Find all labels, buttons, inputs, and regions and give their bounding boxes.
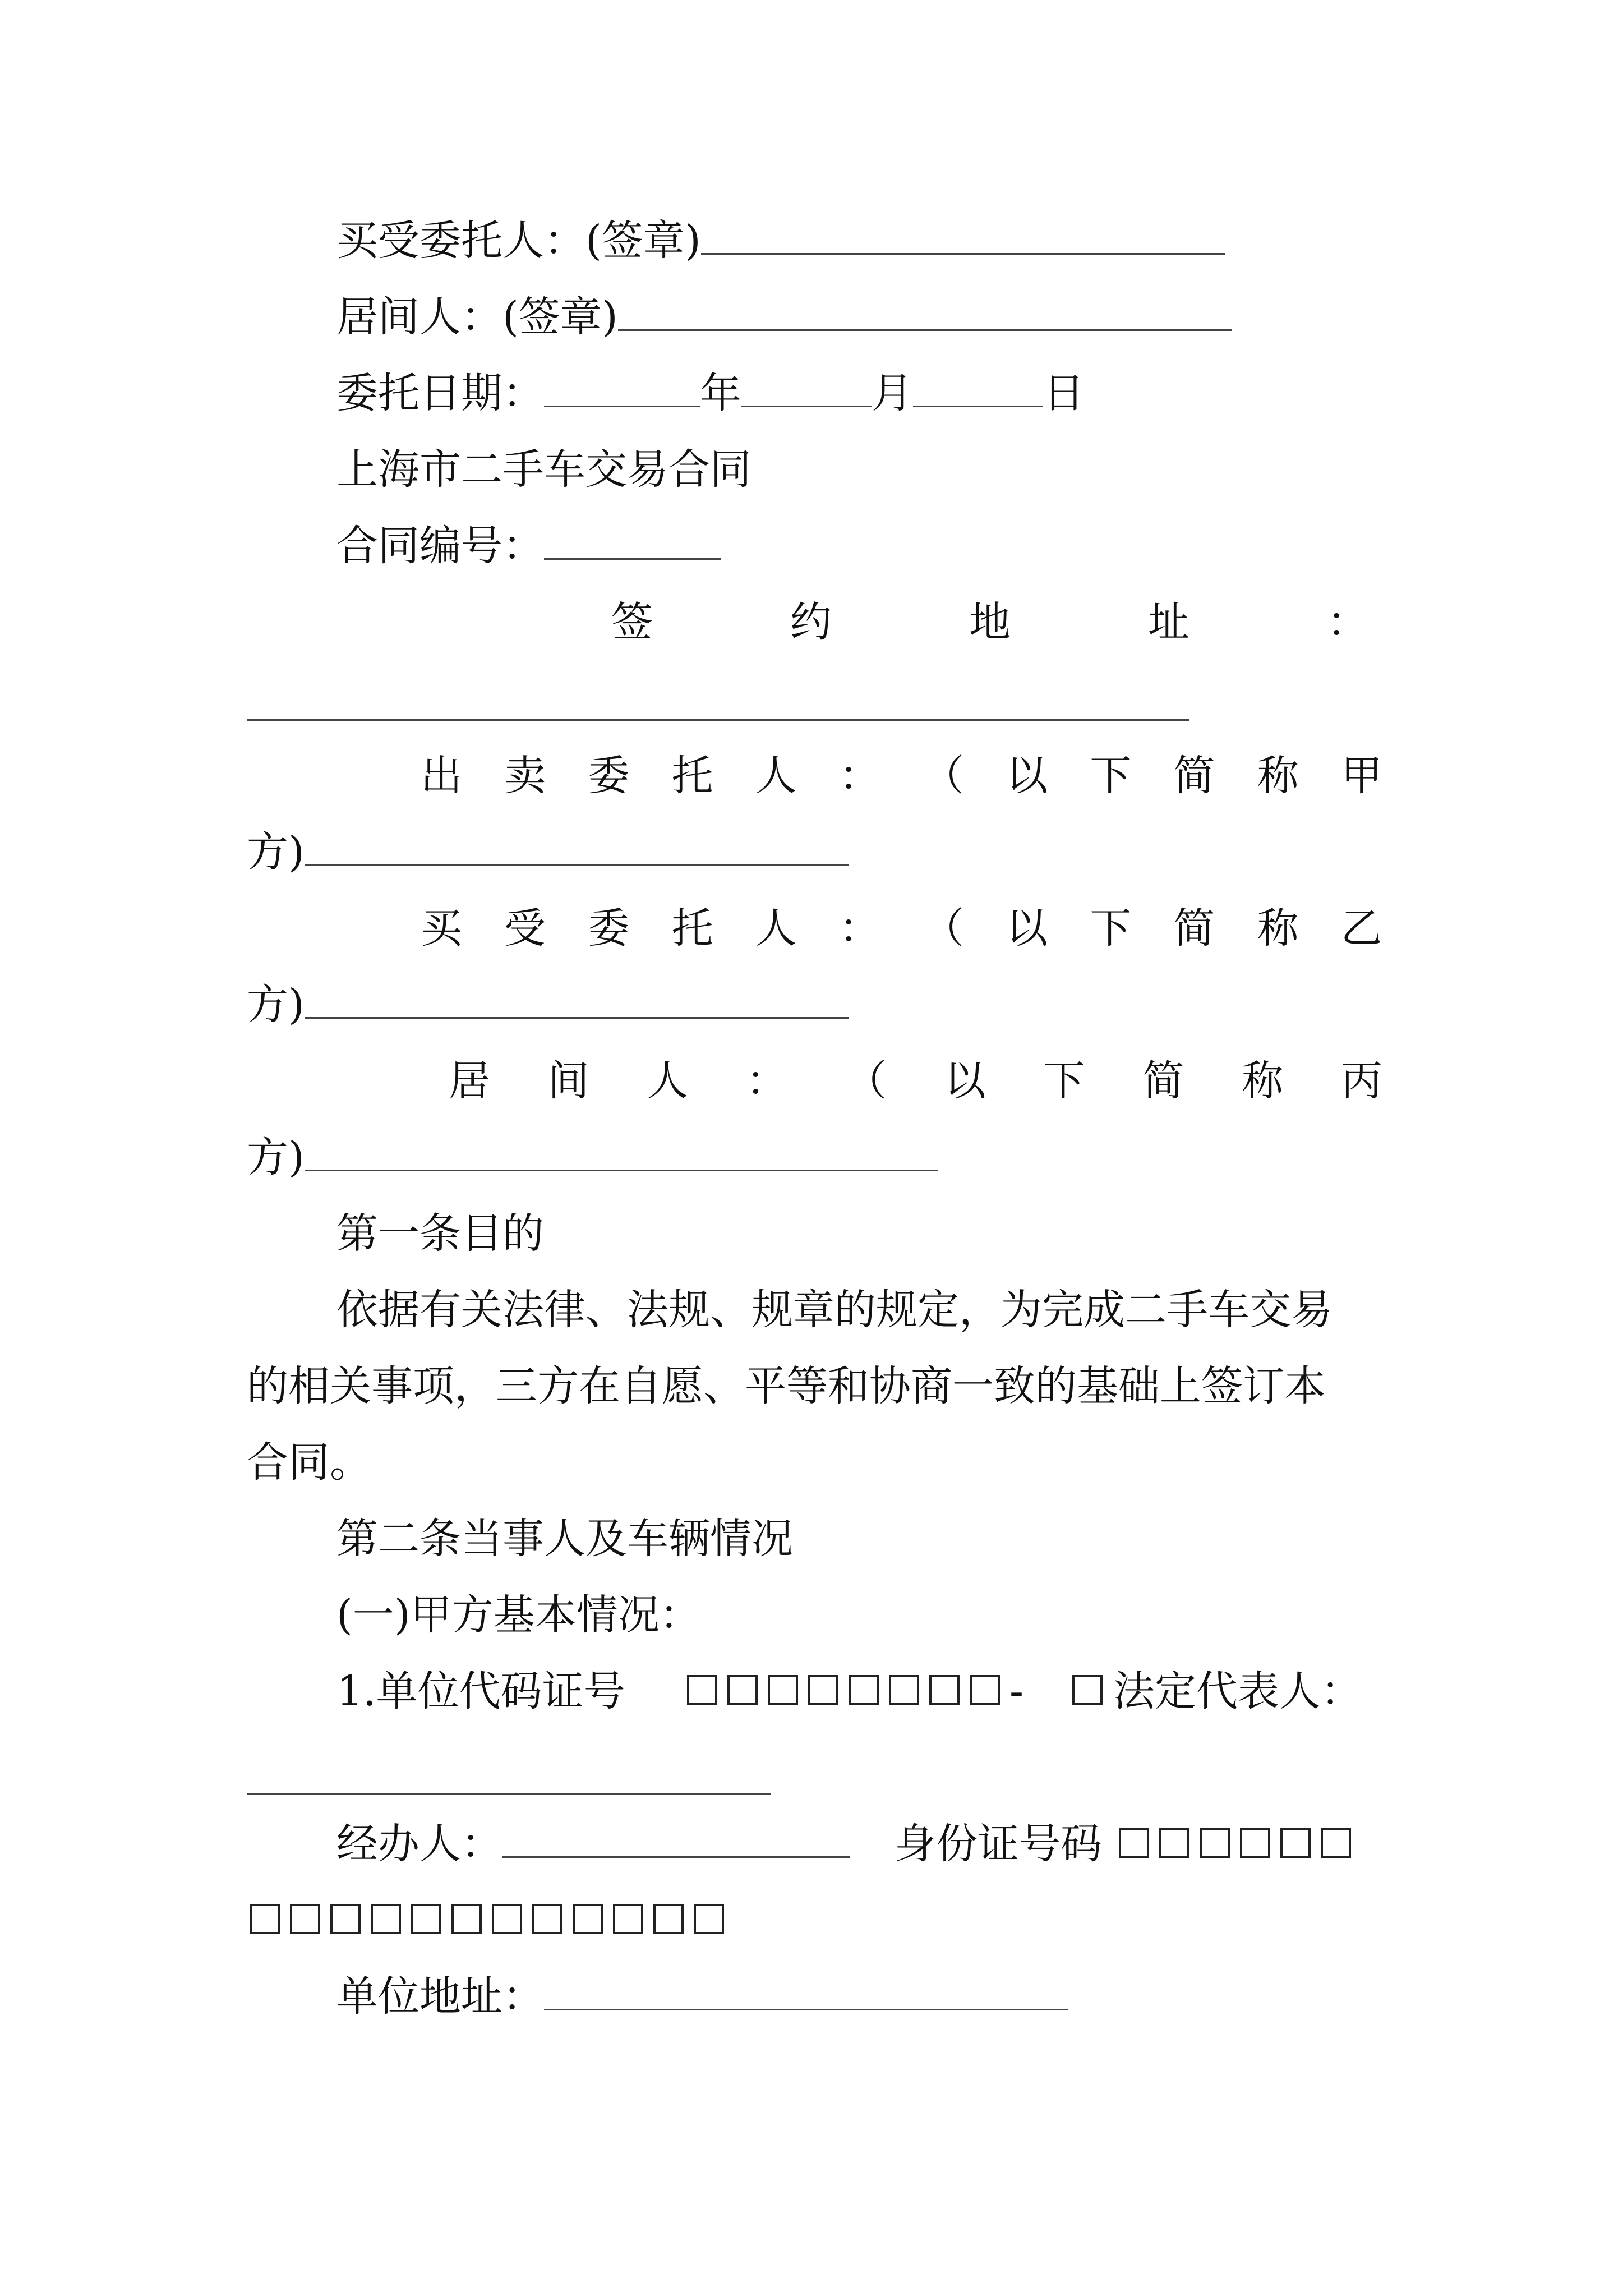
id-box — [1280, 1828, 1311, 1858]
middle-party-char: 人 — [647, 1057, 689, 1105]
article-1-paragraph-line-1: 依据有关法律、法规、规章的规定，为完成二手车交易 — [336, 1286, 1332, 1334]
buyer-party-char: 下 — [1090, 904, 1132, 953]
id-box — [250, 1904, 280, 1934]
middleman-line — [336, 293, 1232, 341]
seller-party-char: 人 — [755, 752, 797, 800]
id-box — [532, 1904, 562, 1934]
buyer-party-char: 称 — [1257, 904, 1299, 953]
seller-party-char: 甲 — [1340, 752, 1382, 800]
month-blank — [741, 373, 872, 407]
buyer-party-char: 托 — [671, 904, 713, 953]
middle-party-cont-label: 方) — [247, 1133, 305, 1181]
day-blank — [913, 373, 1043, 407]
sign-address-char: 签 — [611, 598, 653, 646]
seller-party-char: 卖 — [504, 752, 546, 800]
middle-party-char: 简 — [1142, 1057, 1184, 1105]
seller-party-char: 以 — [1006, 752, 1048, 800]
date-label: 委托日期： — [336, 369, 544, 417]
id-box — [653, 1904, 684, 1934]
unit-code-check-box — [1072, 1675, 1113, 1705]
id-number-label: 身份证号码 — [895, 1820, 1102, 1868]
seller-party-cont-label: 方) — [247, 828, 305, 876]
id-box — [1119, 1828, 1149, 1858]
month-label: 月 — [872, 369, 913, 417]
code-box — [889, 1675, 919, 1705]
seller-party-line — [421, 752, 1382, 800]
middleman-label: 居间人：(签章) — [336, 293, 618, 341]
id-box — [613, 1904, 643, 1934]
seller-party-char: 托 — [671, 752, 713, 800]
handler-label: 经办人： — [336, 1820, 502, 1868]
buyer-party-char: 简 — [1173, 904, 1215, 953]
buyer-party-cont-label: 方) — [247, 981, 305, 1029]
id-box — [492, 1904, 522, 1934]
sign-address-blank — [247, 719, 1189, 721]
id-number-boxes-row-2 — [250, 1904, 734, 1934]
contract-number-label: 合同编号： — [336, 522, 544, 570]
buyer-agent-label: 买受委托人：(签章) — [336, 217, 701, 265]
code-box — [808, 1675, 838, 1705]
unit-address-label: 单位地址： — [336, 1972, 544, 2021]
legal-rep-label: 法定代表人： — [1113, 1667, 1362, 1715]
seller-party-char: 称 — [1257, 752, 1299, 800]
day-label: 日 — [1043, 369, 1085, 417]
buyer-party-blank — [305, 984, 849, 1019]
sign-address-char: 地 — [969, 598, 1011, 646]
buyer-agent-blank — [701, 220, 1225, 255]
buyer-party-char: （ — [923, 904, 965, 953]
year-label: 年 — [700, 369, 741, 417]
id-box — [694, 1904, 724, 1934]
id-box — [451, 1904, 482, 1934]
buyer-party-line — [421, 904, 1382, 953]
buyer-party-cont — [247, 981, 849, 1029]
id-number-boxes-row-1 — [1119, 1828, 1361, 1858]
middleman-blank — [618, 297, 1232, 331]
seller-party-char: 下 — [1090, 752, 1132, 800]
sign-address-line — [611, 598, 1368, 646]
handler-blank — [502, 1824, 850, 1858]
id-box — [1200, 1828, 1230, 1858]
sign-address-char: 址 — [1148, 598, 1189, 646]
article-1-paragraph-line-2: 的相关事项，三方在自愿、平等和协商一致的基础上签订本 — [247, 1362, 1326, 1410]
seller-party-char: ： — [838, 752, 880, 800]
code-box — [768, 1675, 798, 1705]
code-box — [849, 1675, 879, 1705]
party-a-heading: (一)甲方基本情况： — [336, 1591, 701, 1639]
id-box — [290, 1904, 320, 1934]
buyer-party-char: 受 — [504, 904, 546, 953]
code-box — [1072, 1675, 1103, 1705]
sign-address-char: ： — [1327, 598, 1368, 646]
code-box — [970, 1675, 1000, 1705]
buyer-agent-line — [336, 217, 1225, 265]
id-box — [371, 1904, 401, 1934]
buyer-party-char: 买 — [421, 904, 462, 953]
middle-party-char: 下 — [1043, 1057, 1085, 1105]
middle-party-char: 称 — [1242, 1057, 1284, 1105]
middle-party-char: 丙 — [1340, 1057, 1382, 1105]
seller-party-cont — [247, 828, 849, 876]
id-box — [1159, 1828, 1189, 1858]
buyer-party-char: 委 — [588, 904, 630, 953]
contract-number-line — [336, 522, 721, 570]
handler-line — [336, 1820, 850, 1868]
seller-party-char: 简 — [1173, 752, 1215, 800]
middle-party-char: 间 — [547, 1057, 589, 1105]
article-1-paragraph-line-3: 合同。 — [247, 1438, 371, 1487]
contract-number-blank — [544, 526, 721, 560]
id-box — [1240, 1828, 1270, 1858]
code-box — [687, 1675, 717, 1705]
seller-party-char: 出 — [421, 752, 462, 800]
article-1-heading: 第一条目的 — [336, 1209, 544, 1258]
code-box — [929, 1675, 960, 1705]
unit-code-label: 1.单位代码证号 — [336, 1667, 625, 1715]
id-box — [1321, 1828, 1351, 1858]
id-box — [411, 1904, 441, 1934]
seller-party-blank — [305, 832, 849, 866]
middle-party-line — [449, 1057, 1382, 1105]
seller-party-char: （ — [923, 752, 965, 800]
contract-title: 上海市二手车交易合同 — [336, 445, 751, 494]
id-box — [330, 1904, 361, 1934]
buyer-party-char: 乙 — [1340, 904, 1382, 953]
buyer-party-char: 以 — [1006, 904, 1048, 953]
unit-address-line — [336, 1972, 1068, 2021]
sign-address-char: 约 — [790, 598, 832, 646]
id-box — [573, 1904, 603, 1934]
middle-party-char: 居 — [449, 1057, 490, 1105]
unit-code-boxes — [687, 1675, 1010, 1705]
article-2-heading: 第二条当事人及车辆情况 — [336, 1515, 793, 1563]
buyer-party-char: ： — [838, 904, 880, 953]
middle-party-blank — [305, 1137, 938, 1171]
date-line — [336, 369, 1085, 417]
middle-party-char: 以 — [944, 1057, 986, 1105]
middle-party-cont — [247, 1133, 938, 1181]
buyer-party-char: 人 — [755, 904, 797, 953]
middle-party-char: （ — [845, 1057, 887, 1105]
unit-address-blank — [544, 1976, 1068, 2010]
code-box — [727, 1675, 758, 1705]
unit-code-dash: - — [1009, 1667, 1024, 1715]
year-blank — [544, 373, 700, 407]
seller-party-char: 委 — [588, 752, 630, 800]
middle-party-char: ： — [746, 1057, 788, 1105]
legal-rep-blank — [247, 1793, 771, 1795]
